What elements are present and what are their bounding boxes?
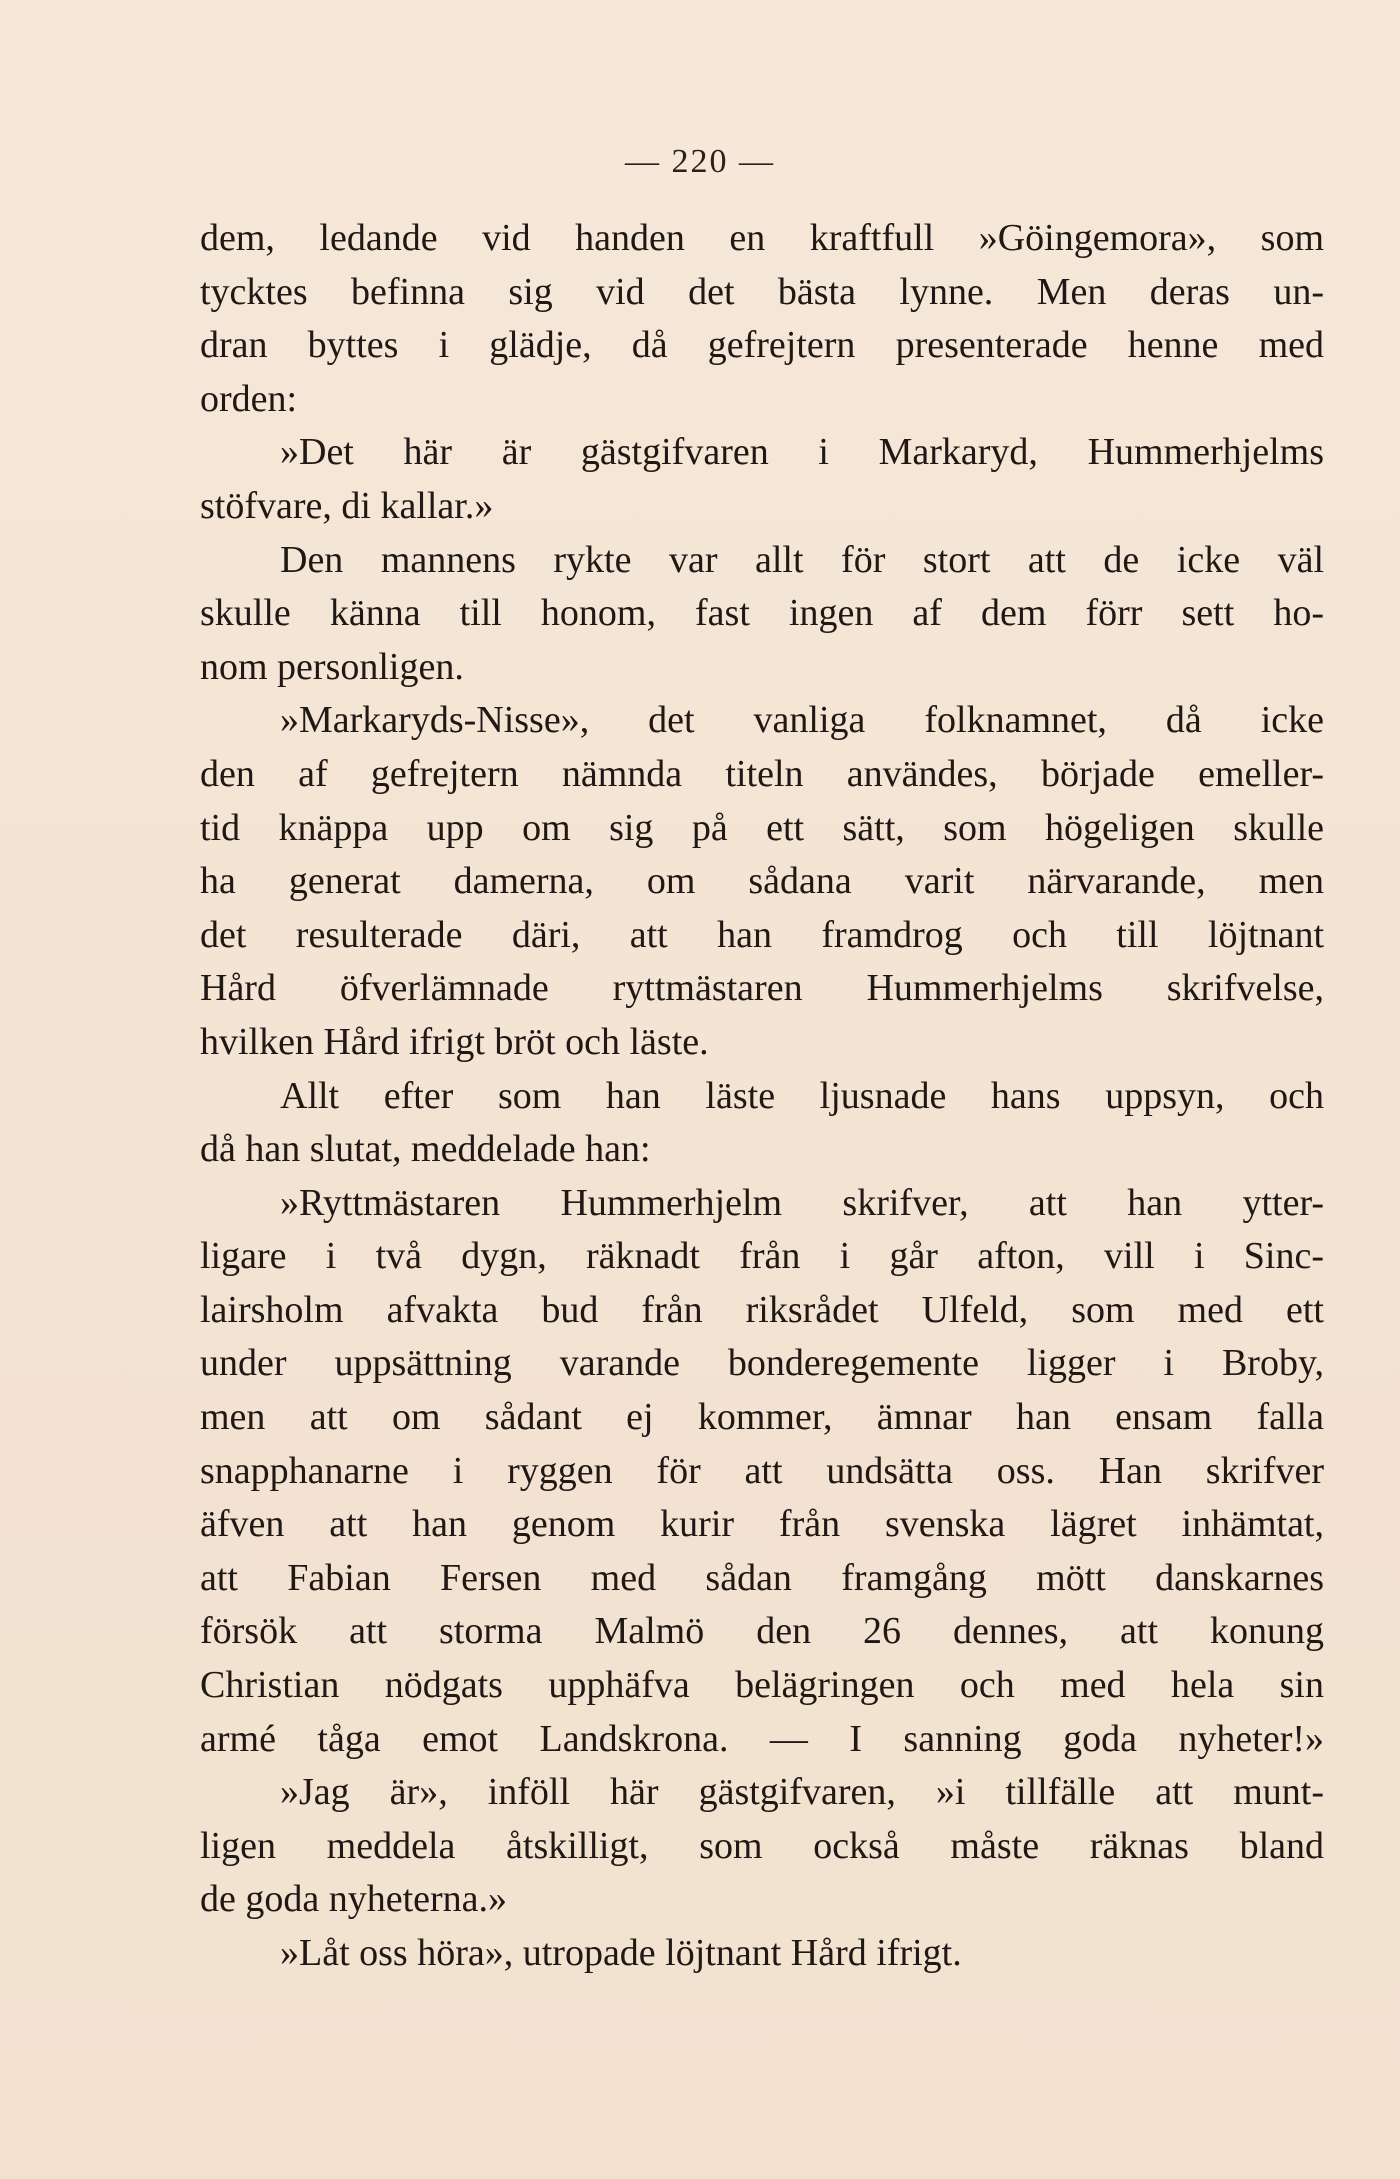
text-line: »Låt oss höra», utropade löjtnant Hård ifrigt. [280,1932,962,1974]
text-line: dem, ledande vid handen en kraftfull »Göingemora», som [200,217,1324,259]
text-line: »Ryttmästaren Hummerhjelm skrifver, att han ytter- [280,1181,1324,1224]
text-line: snapphanarne i ryggen för att undsätta oss. Han skrifver [200,1449,1324,1492]
text-line: Hård öfverlämnade ryttmästaren Hummerhjelms skrifvelse, [200,967,1324,1010]
text-line: de goda nyheterna.» [200,1878,508,1921]
text-line: nom personligen. [200,645,464,688]
text-line: stöfvare, di kallar.» [200,484,494,527]
text-line: men att om sådant ej kommer, ämnar han ensam falla [200,1396,1324,1439]
text-line: hvilken Hård ifrigt bröt och läste. [200,1020,709,1063]
text-line: äfven att han genom kurir från svenska lägret inhämtat, [200,1503,1324,1546]
text-line: armé tåga emot Landskrona. — I sanning goda nyheter!» [200,1717,1324,1760]
text-line: »Markaryds-Nisse», det vanliga folknamnet, då icke [280,699,1324,742]
text-line: lairsholm afvakta bud från riksrådet Ulfeld, som med ett [200,1288,1324,1331]
body-text [200,212,1324,1981]
text-line: orden: [200,377,298,420]
text-line: ligare i två dygn, räknadt från i går afton, vill i Sinc- [200,1235,1324,1278]
text-line: dran byttes i glädje, då gefrejtern presenterade henne med [200,324,1324,367]
text-line: under uppsättning varande bonderegemente ligger i Broby, [200,1342,1324,1385]
text-line: det resulterade däri, att han framdrog och till löjtnant [200,913,1324,956]
text-line: då han slutat, meddelade han: [200,1128,651,1171]
text-line: ha generat damerna, om sådana varit närvarande, men [200,860,1324,903]
text-line: »Jag är», inföll här gästgifvaren, »i tillfälle att munt- [280,1771,1324,1814]
text-line: att Fabian Fersen med sådan framgång mött danskarnes [200,1556,1324,1599]
text-line: försök att storma Malmö den 26 dennes, att konung [200,1610,1324,1653]
text-line: ligen meddela åtskilligt, som också måste räknas bland [200,1824,1324,1867]
text-line: tid knäppa upp om sig på ett sätt, som högeligen skulle [200,806,1324,849]
text-line: den af gefrejtern nämnda titeln användes, började emeller- [200,752,1324,795]
text-line: skulle känna till honom, fast ingen af dem förr sett ho- [200,592,1324,635]
text-line: Allt efter som han läste ljusnade hans uppsyn, och [280,1074,1324,1117]
text-line: tycktes befinna sig vid det bästa lynne. Men deras un- [200,270,1324,313]
text-line: »Det här är gästgifvaren i Markaryd, Hummerhjelms [280,431,1324,474]
text-line: Den mannens rykte var allt för stort att de icke väl [280,538,1324,581]
page-number: — 220 — [625,143,775,180]
text-line: Christian nödgats upphäfva belägringen och med hela sin [200,1664,1324,1707]
